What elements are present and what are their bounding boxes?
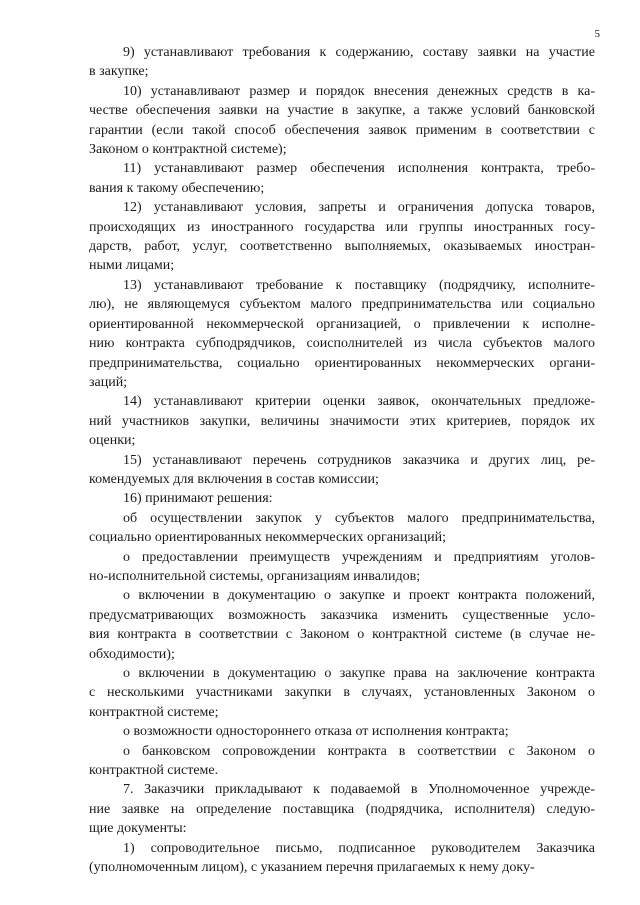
text-line: 1) сопроводительное письмо, подписанное руководителем Заказчика xyxy=(123,840,595,856)
text-line: лю), не являющемуся субъектом малого предпринимательства или социально xyxy=(89,297,595,313)
text-line: гарантии (если такой способ обеспечения заявок применим в соответствии с xyxy=(89,122,595,138)
text-line: заций; xyxy=(89,374,128,390)
paragraph xyxy=(89,276,595,392)
text-line: предпринимательства, социально ориентированных некоммерческих органи- xyxy=(89,355,595,371)
text-line: 11) устанавливают размер обеспечения исполнения контракта, требо- xyxy=(123,161,595,177)
paragraph xyxy=(89,839,595,878)
text-line: (уполномоченным лицом), с указанием перечня прилагаемых к нему доку- xyxy=(89,860,535,876)
text-line: дарств, работ, услуг, соответственно выполняемых, оказываемых иностран- xyxy=(89,239,595,255)
text-line: Законом о контрактной системе); xyxy=(89,142,287,158)
text-line: 7. Заказчики прикладывают к подаваемой в Уполномоченное учрежде- xyxy=(123,782,595,798)
paragraph xyxy=(89,43,595,82)
paragraph xyxy=(89,664,595,722)
paragraph xyxy=(89,198,595,276)
text-line: 9) устанавливают требования к содержанию, составу заявки на участие xyxy=(123,45,595,60)
text-line: контрактной системе; xyxy=(89,704,219,720)
text-line: с несколькими участниками закупки в случаях, установленных Законом о xyxy=(89,685,595,701)
text-line: щие документы: xyxy=(89,821,187,837)
paragraph xyxy=(89,548,595,587)
text-line: в закупке; xyxy=(89,64,149,80)
text-line: о включении в документацию о закупке и проект контракта положений, xyxy=(123,588,595,604)
paragraph xyxy=(89,586,595,664)
text-line: ний участников закупки, величины значимости этих критериев, порядок их xyxy=(89,413,595,429)
text-line: контрактной системе. xyxy=(89,763,219,779)
text-line: о включении в документацию о закупке права на заключение контракта xyxy=(123,666,595,681)
paragraph xyxy=(89,780,595,838)
text-line: 14) устанавливают критерии оценки заявок, окончательных предложе- xyxy=(123,394,595,410)
text-line: происходящих из иностранного государства или группы иностранных госу- xyxy=(89,219,595,235)
text-line: о предоставлении преимуществ учреждениям и предприятиям уголов- xyxy=(123,549,595,565)
paragraph xyxy=(89,489,595,508)
paragraph xyxy=(89,722,595,741)
text-line: обходимости); xyxy=(89,646,175,662)
text-line: оценки; xyxy=(89,433,136,449)
text-line: ние заявке на определение поставщика (подрядчика, исполнителя) следую- xyxy=(89,801,595,817)
document-body xyxy=(89,43,595,877)
page-number: 5 xyxy=(594,28,600,40)
text-line: ными лицами; xyxy=(89,258,175,274)
text-line: комендуемых для включения в состав комиссии; xyxy=(89,471,379,487)
text-line: 13) устанавливают требование к поставщику (подрядчику, исполните- xyxy=(123,277,595,293)
paragraph xyxy=(89,159,595,198)
paragraph xyxy=(89,392,595,450)
text-line: вания к такому обеспечению; xyxy=(89,180,265,196)
paragraph xyxy=(89,451,595,490)
paragraph xyxy=(89,82,595,160)
text-line: нию контракта субподрядчиков, соисполнителей из числа субъектов малого xyxy=(89,336,595,352)
text-line: честве обеспечения заявки на участие в закупке, а также условий банковской xyxy=(89,103,595,119)
text-line: об осуществлении закупок у субъектов малого предпринимательства, xyxy=(123,510,595,526)
text-line: социально ориентированных некоммерческих организаций; xyxy=(89,530,447,546)
text-line: 10) устанавливают размер и порядок внесения денежных средств в ка- xyxy=(123,83,595,99)
text-line: предусматривающих возможность заказчика изменить существенные усло- xyxy=(89,607,595,623)
paragraph xyxy=(89,509,595,548)
text-line: ориентированной некоммерческой организацией, о привлечении к исполне- xyxy=(89,316,595,332)
text-line: 16) принимают решения: xyxy=(123,491,273,507)
text-line: но-исполнительной системы, организациям инвалидов; xyxy=(89,568,421,584)
text-line: о возможности одностороннего отказа от исполнения контракта; xyxy=(123,724,509,740)
paragraph xyxy=(89,742,595,781)
text-line: 12) устанавливают условия, запреты и ограничения допуска товаров, xyxy=(123,200,595,216)
text-line: вия контракта в соответствии с Законом о контрактной системе (в случае не- xyxy=(89,627,595,643)
text-line: о банковском сопровождении контракта в соответствии с Законом о xyxy=(123,743,595,759)
text-line: 15) устанавливают перечень сотрудников заказчика и других лиц, ре- xyxy=(123,452,595,468)
